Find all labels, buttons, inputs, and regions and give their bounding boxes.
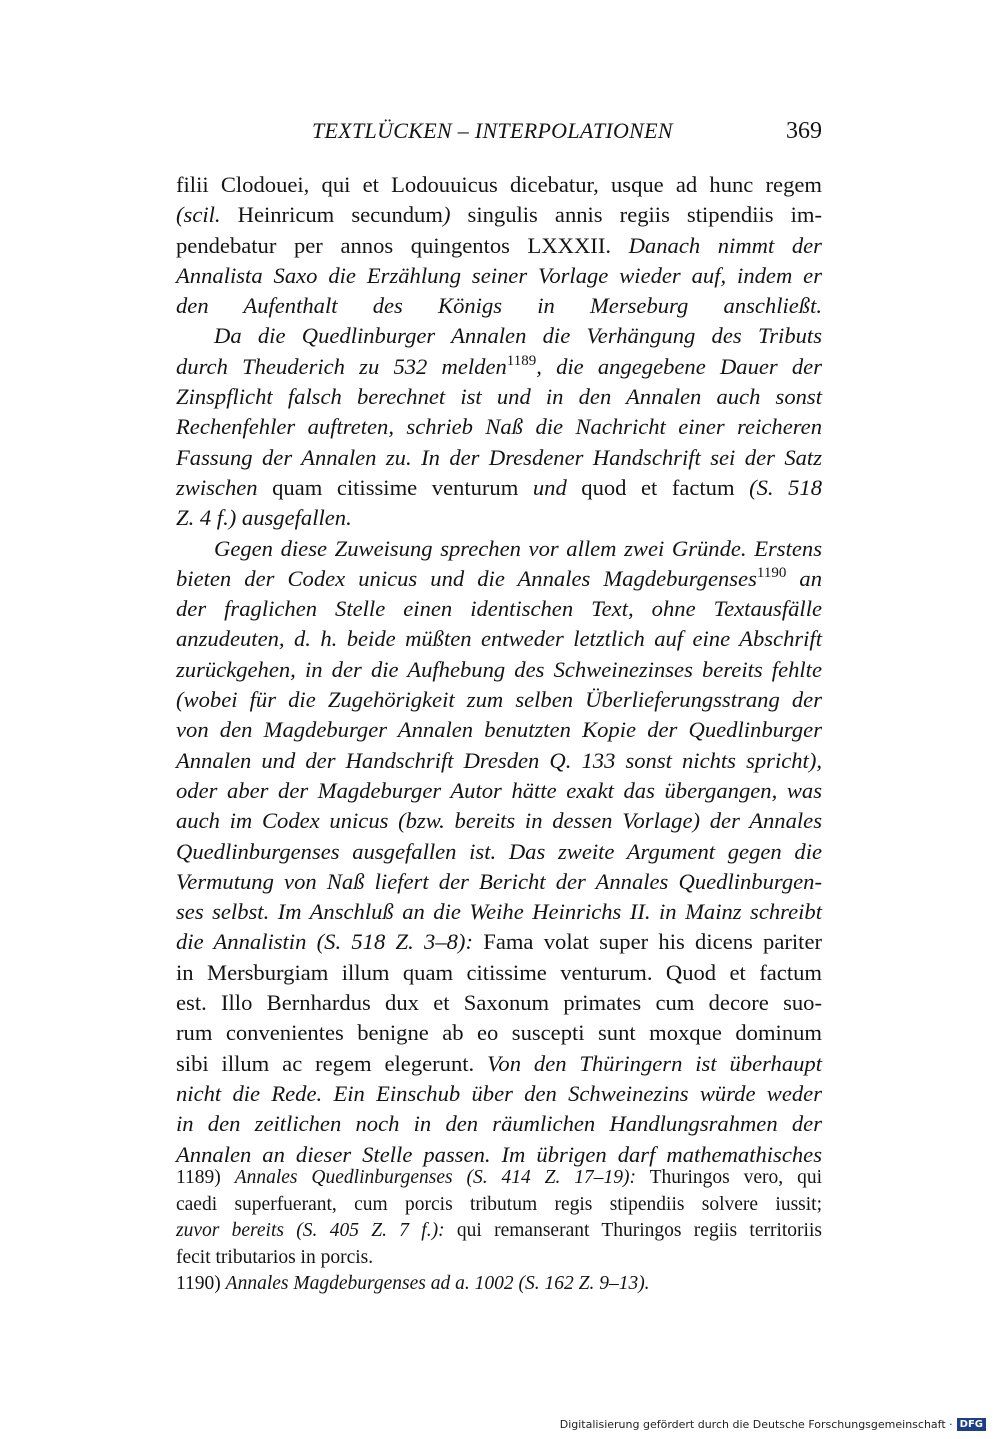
text-line: [176, 503, 822, 533]
footnote-line: [176, 1218, 822, 1245]
text-line: [176, 1049, 822, 1079]
text-run: Vermutung von Naß liefert der Bericht der Annales Quedlinburgen-: [176, 868, 822, 894]
text-run: zurückgehen, in der die Aufhebung des Schweinezinses bereits fehlte: [176, 656, 822, 682]
footnote-line: [176, 1192, 822, 1219]
text-line: [176, 897, 822, 927]
text-run: 1189): [176, 1167, 235, 1188]
text-run: fecit tributarios in porcis.: [176, 1246, 374, 1268]
text-run: durch Theuderich zu 532 melden: [176, 353, 507, 379]
text-line: [176, 988, 822, 1018]
text-run: die Annalistin (S. 518 Z. 3–8):: [176, 929, 473, 955]
footnote-ref: 1189: [506, 352, 537, 369]
text-line: [176, 685, 822, 715]
text-line: [176, 776, 822, 806]
text-run: zuvor bereits (S. 405 Z. 7 f.):: [176, 1220, 445, 1241]
text-run: Annales Quedlinburgenses (S. 414 Z. 17–19):: [234, 1167, 637, 1188]
footnote-line: [176, 1245, 822, 1272]
text-run: Heinricum secundum: [220, 202, 443, 228]
text-run: Danach nimmt der: [611, 232, 822, 258]
text-run: , die angegebene Dauer der: [536, 353, 822, 379]
text-run: Annales Magdeburgenses ad a. 1002 (S. 162 Z. 9–13).: [225, 1273, 650, 1294]
text-run: sibi illum ac regem elegerunt.: [176, 1050, 475, 1076]
text-line: [176, 715, 822, 745]
text-run: Thuringos vero, qui: [636, 1167, 822, 1188]
text-run: der fraglichen Stelle einen identischen Text, ohne Textausfälle: [176, 596, 822, 622]
text-run: in Mersburgiam illum quam citissime venturum. Quod et factum: [176, 959, 822, 985]
text-run: 1190): [176, 1273, 226, 1294]
text-run: Da die Quedlinburger Annalen die Verhängung des Tributs: [214, 323, 822, 349]
text-run: und: [532, 474, 567, 500]
text-line: [176, 958, 822, 988]
text-line: [176, 1079, 822, 1109]
text-line: [176, 291, 822, 321]
text-line: [176, 473, 822, 503]
text-run: filii Clodouei, qui et Lodouuicus dicebatur, usque ad hunc regem: [176, 172, 822, 197]
text-line: [176, 534, 822, 564]
text-line: [176, 867, 822, 897]
text-run: (wobei für die Zugehörigkeit zum selben Überlieferungsstrang der: [176, 687, 822, 713]
text-run: (scil.: [176, 202, 221, 228]
text-run: nicht die Rede. Ein Einschub über den Schweinezins würde weder: [176, 1080, 822, 1106]
text-line: [176, 806, 822, 836]
text-run: quam citissime venturum: [257, 474, 533, 500]
text-line: [176, 624, 822, 654]
text-run: bieten der Codex unicus und die Annales Magdeburgenses: [176, 565, 757, 591]
text-run: quod et factum: [566, 474, 750, 500]
running-header: [176, 112, 824, 152]
footnote-ref: 1190: [756, 564, 787, 581]
text-run: qui remanserant Thuringos regiis territoriis: [444, 1220, 822, 1241]
text-run: Rechenfehler auftreten, schrieb Naß die Nachricht einer reicheren: [176, 414, 822, 440]
text-run: ): [442, 202, 451, 228]
text-run: an: [786, 565, 823, 591]
footnote-line: [176, 1165, 822, 1192]
text-line: [176, 837, 822, 867]
text-run: Z. 4 f.) ausgefallen.: [176, 505, 352, 531]
text-line: [176, 564, 822, 594]
text-line: [176, 231, 822, 261]
text-run: den Aufenthalt des Königs in Merseburg anschließt.: [176, 293, 822, 319]
text-run: anzudeuten, d. h. beide müßten entweder letztlich auf eine Abschrift: [176, 626, 822, 652]
text-line: [176, 382, 822, 412]
text-run: singulis annis regiis stipendiis im-: [450, 202, 822, 228]
text-run: von den Magdeburger Annalen benutzten Kopie der Quedlinburger: [176, 717, 822, 743]
text-run: Gegen diese Zuweisung sprechen vor allem zwei Gründe. Erstens: [214, 535, 822, 561]
text-run: Fama volat super his dicens pariter: [472, 929, 822, 955]
text-line: [176, 200, 822, 230]
digitization-credit: [560, 1418, 986, 1431]
text-run: Annalen und der Handschrift Dresden Q. 133 sonst nichts spricht),: [176, 747, 822, 773]
text-line: [176, 1109, 822, 1139]
footnotes-block: [176, 1165, 822, 1298]
text-run: (S. 518: [749, 474, 822, 500]
text-run: zwischen: [176, 474, 258, 500]
running-title: TEXTLÜCKEN – INTERPOLATIONEN: [312, 118, 673, 143]
text-line: [176, 655, 822, 685]
text-run: pendebatur per annos quingentos LXXXII.: [176, 232, 611, 258]
text-line: [176, 594, 822, 624]
page-number: 369: [786, 118, 822, 144]
text-run: est. Illo Bernhardus dux et Saxonum primates cum decore suo-: [176, 990, 822, 1016]
text-run: Von den Thüringern ist überhaupt: [474, 1050, 822, 1076]
text-run: caedi superfuerant, cum porcis tributum regis stipendiis solvere iussit;: [176, 1193, 822, 1215]
text-run: oder aber der Magdeburger Autor hätte exakt das übergangen, was: [176, 777, 822, 803]
text-run: Annalista Saxo die Erzählung seiner Vorlage wieder auf, indem er: [176, 262, 822, 288]
text-line: [176, 261, 822, 291]
text-run: Zinspflicht falsch berechnet ist und in den Annalen auch sonst: [176, 384, 822, 410]
text-run: rum convenientes benigne ab eo suscepti sunt moxque dominum: [176, 1020, 822, 1046]
text-line: [176, 412, 822, 442]
text-line: [176, 746, 822, 776]
text-run: Annalen an dieser Stelle passen. Im übrigen darf mathemathisches: [176, 1141, 822, 1167]
text-line: [176, 1018, 822, 1048]
main-text-block: [176, 170, 822, 1170]
text-run: Quedlinburgenses ausgefallen ist. Das zweite Argument gegen die: [176, 838, 822, 864]
text-line: [176, 927, 822, 957]
credit-text: Digitalisierung gefördert durch die Deutsche Forschungsgemeinschaft ·: [559, 1418, 953, 1431]
text-run: ses selbst. Im Anschluß an die Weihe Heinrichs II. in Mainz schreibt: [176, 899, 822, 925]
text-run: auch im Codex unicus (bzw. bereits in dessen Vorlage) der Annales: [176, 808, 822, 834]
footnote-line: [176, 1271, 822, 1298]
text-run: in den zeitlichen noch in den räumlichen Handlungsrahmen der: [176, 1111, 822, 1137]
dfg-logo-icon: DFG: [957, 1418, 986, 1431]
text-line: [176, 321, 822, 351]
text-line: [176, 352, 822, 382]
text-line: [176, 170, 822, 200]
text-line: [176, 443, 822, 473]
text-run: Fassung der Annalen zu. In der Dresdener Handschrift sei der Satz: [176, 444, 822, 470]
